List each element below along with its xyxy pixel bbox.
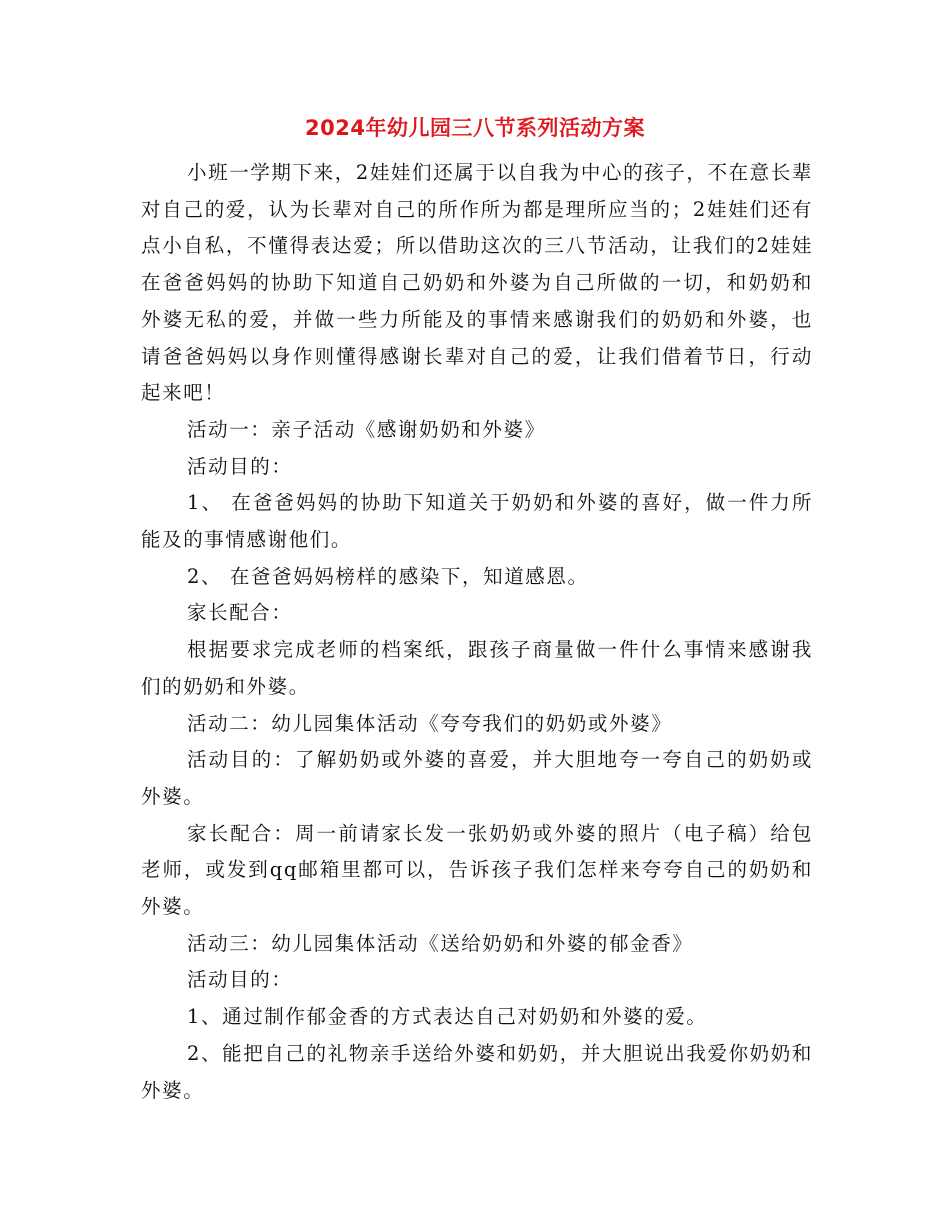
intro-paragraph: 小班一学期下来，2娃娃们还属于以自我为中心的孩子，不在意长辈对自己的爱，认为长辈对自己的所作所为都是理所应当的；2娃娃们还有点小自私，不懂得表达爱；所以借助这次的三八节活动，让我们的2娃娃在爸爸妈妈的协助下知道自己奶奶和外婆为自己所做的一切，和奶奶和外婆无私的爱，并做一些力所能及的事情来感谢我们的奶奶和外婆，也请爸爸妈妈以身作则懂得感谢长辈对自己的爱，让我们借着节日，行动起来吧！ <box>141 161 813 405</box>
activity-1-parent-text: 根据要求完成老师的档案纸，跟孩子商量做一件什么事情来感谢我们的奶奶和外婆。 <box>141 638 813 698</box>
activity-1-heading: 活动一：亲子活动《感谢奶奶和外婆》 <box>187 417 546 441</box>
document-body <box>141 155 813 1109</box>
activity-3-heading: 活动三：幼儿园集体活动《送给奶奶和外婆的郁金香》 <box>187 931 694 955</box>
activity-1-goal-2: 2、 在爸爸妈妈榜样的感染下，知道感恩。 <box>187 564 589 588</box>
activity-1-parent-label: 家长配合： <box>187 601 293 625</box>
activity-2-goal: 活动目的：了解奶奶或外婆的喜爱，并大胆地夸一夸自己的奶奶或外婆。 <box>141 748 813 808</box>
activity-3-goal-1: 1、通过制作郁金香的方式表达自己对奶奶和外婆的爱。 <box>187 1005 708 1029</box>
activity-3-goal-label: 活动目的： <box>187 968 293 992</box>
activity-2-parent-text: 家长配合：周一前请家长发一张奶奶或外婆的照片（电子稿）给包老师，或发到qq邮箱里都可以，告诉孩子我们怎样来夸夸自己的奶奶和外婆。 <box>141 821 813 919</box>
activity-3-goal-2: 2、能把自己的礼物亲手送给外婆和奶奶，并大胆说出我爱你奶奶和外婆。 <box>141 1041 813 1102</box>
activity-1-goal-label: 活动目的： <box>187 454 293 478</box>
activity-2-heading: 活动二：幼儿园集体活动《夸夸我们的奶奶或外婆》 <box>187 711 673 735</box>
document-title: 2024年幼儿园三八节系列活动方案 <box>305 116 645 140</box>
activity-1-goal-1: 1、 在爸爸妈妈的协助下知道关于奶奶和外婆的喜好，做一件力所能及的事情感谢他们。 <box>141 491 813 552</box>
